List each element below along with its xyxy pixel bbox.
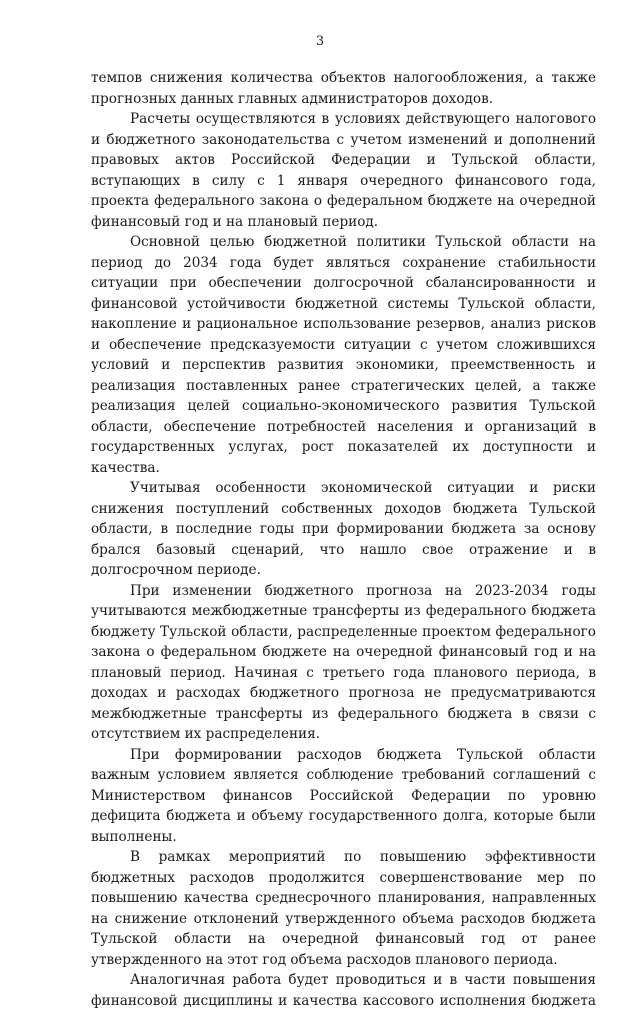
page-number: 3 xyxy=(315,34,325,49)
paragraph: темпов снижения количества объектов налогообложения, а также прогнозных данных главных администраторов доходов. xyxy=(91,70,596,107)
paragraph: При изменении бюджетного прогноза на 2023-2034 годы учитываются межбюджетные трансферты из федерального бюджета бюджету Тульской области, распределенные проектом федерального закона о федеральном бюджете на очередной финансовый год и на плановый период. Начиная с третьего года планового периода, в доходах и расходах бюджетного прогноза не предусматриваются межбюджетные трансферты из федерального бюджета в связи с отсутствием их распределения. xyxy=(91,582,596,742)
paragraph: Основной целью бюджетной политики Тульской области на период до 2034 года будет являться сохранение стабильности ситуации при обеспечении долгосрочной сбалансированности и финансовой устойчивости бюджетной системы Тульской области, накопление и рациональное использование резервов, анализ рисков и обеспечение предсказуемости ситуации с учетом сложившихся условий и перспектив развития экономики, преемственность и реализация поставленных ранее стратегических целей, а также реализация целей социально-экономического развития Тульской области, обеспечение потребностей населения и организаций в государственных услугах, рост показателей их доступности и качества. xyxy=(91,234,596,476)
paragraph: В рамках мероприятий по повышению эффективности бюджетных расходов продолжится совершенствование мер по повышению качества среднесрочного планирования, направленных на снижение отклонений утвержденного объема расходов бюджета Тульской области на очередной финансовый год от ранее утвержденного на этот год объема расходов планового периода. xyxy=(91,849,596,968)
document-body xyxy=(91,68,596,1011)
paragraph: Расчеты осуществляются в условиях действующего налогового и бюджетного законодательства с учетом изменений и дополнений правовых актов Российской Федерации и Тульской области, вступающих в силу с 1 января очередного финансового года, проекта федерального закона о федеральном бюджете на очередной финансовый год и на плановый период. xyxy=(91,111,596,230)
paragraph: При формировании расходов бюджета Тульской области важным условием является соблюдение требований соглашений с Министерством финансов Российской Федерации по уровню дефицита бюджета и объему государственного долга, которые были выполнены. xyxy=(91,746,596,845)
paragraph: Аналогичная работа будет проводиться и в части повышения финансовой дисциплины и качества кассового исполнения бюджета xyxy=(91,972,596,1009)
paragraph: Учитывая особенности экономической ситуации и риски снижения поступлений собственных доходов бюджета Тульской области, в последние годы при формировании бюджета за основу брался базовый сценарий, что нашло свое отражение и в долгосрочном периоде. xyxy=(91,480,596,578)
